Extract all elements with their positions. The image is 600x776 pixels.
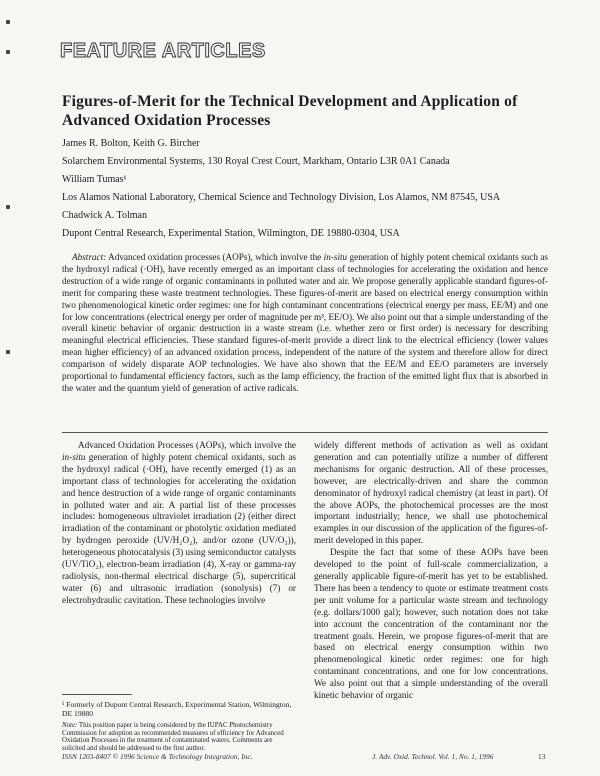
note-text: This position paper is being considered by the IUPAC Photochemistry Commission for adoption as recommended measures of efficiency for Advanced Oxidation Processes in the treatment of contaminated waters. Comments are solicited and should be addressed to the first author. <box>62 722 284 752</box>
binding-hole-mark <box>6 50 10 54</box>
body-paragraph: widely different methods of activation as well as oxidant generation and can potentially utilize a number of different mechanisms for organic destruction. All of these processes, however, are electrically-driven and share the common denominator of hydroxyl radical chemistry (at least in part). Of the above AOPs, the photochemical processes are the most important industrially; hence, we shall use photochemical examples in our discussion of the application of the figures-of-merit developed in this paper. <box>314 440 548 546</box>
body-text-italic: in-situ <box>62 451 86 462</box>
right-column <box>314 440 548 702</box>
abstract-text-pre: Advanced oxidation processes (AOPs), which involve the <box>106 252 324 262</box>
abstract-label: Abstract: <box>72 252 107 262</box>
binding-hole-mark <box>6 350 10 354</box>
footer-left: ISSN 1203-8407 © 1996 Science & Technology Integration, Inc. <box>62 752 253 761</box>
body-paragraph <box>62 440 296 607</box>
abstract-divider <box>62 432 548 433</box>
author-names-1: James R. Bolton, Keith G. Bircher <box>62 138 200 149</box>
author-affiliation-1: Solarchem Environmental Systems, 130 Royal Crest Court, Markham, Ontario L3R 0A1 Canada <box>62 156 450 167</box>
author-names-2: William Tumas¹ <box>62 174 127 185</box>
abstract-text-post: generation of highly potent chemical oxidants such as the hydroxyl radical (·OH), have recently emerged as an important class of technologies for accelerating the oxidation and hence destruction of a wide range of organic contaminants in polluted water and air. We propose generally applicable standard figures-of-merit for comparing these waste treatment technologies. These figures-of-merit are based on electrical energy consumption within two phenomenological kinetic order regimes: one for high contaminant concentrations (electrical energy per mass, EE/M) and one for low concentrations (electrical energy per order of magnitude per m³, EE/O). We also point out that a simple understanding of the overall kinetic behavior of organic destruction in a waste stream (i.e. whether zero or first order) is necessary for describing meaningful electrical efficiencies. These standard figures-of-merit provide a direct link to the electrical efficiency (lower values mean higher efficiency) of an advanced oxidation process, independent of the nature of the system and therefore allow for direct comparison of widely disparate AOP technologies. We have also shown that the EE/M and EE/O parameters are inversely proportional to fundamental efficiency factors, such as the lamp efficiency, the fraction of the emitted light flux that is absorbed in the water and the quantum yield of generation of active radicals. <box>62 252 548 393</box>
author-affiliation-2: Los Alamos National Laboratory, Chemical Science and Technology Division, Los Alamos, NM 87545, USA <box>62 192 501 203</box>
abstract <box>62 252 548 395</box>
left-column <box>62 440 296 607</box>
note-label: Note: <box>62 722 78 729</box>
body-text: generation of highly potent chemical oxidants, such as the hydroxyl radical (·OH), have recently emerged (1) as an important class of technologies for accelerating the oxidation and hence destruction of a wide range of organic contaminants in polluted water and air. A partial list of these processes includes: homogeneous ultraviolet irradiation (2) (either direct irradiation of the contaminant or photolytic oxidation mediated by hydrogen peroxide (UV/H₂O₂), and/or ozone (UV/O₃)), heterogeneous photocatalysis (3) using semiconductor catalysts (UV/TiO₂), electron-beam irradiation (4), X-ray or gamma-ray radiolysis, non-thermal electrical discharge (5), supercritical water (6) and ultrasonic irradiation (sonolysis) (7) or electrohydraulic cavitation. These technologies involve <box>62 451 296 605</box>
body-paragraph: Despite the fact that some of these AOPs have been developed to the point of full-scale commercialization, a generally applicable figure-of-merit has yet to be established. There has been a tendency to quote or estimate treatment costs per unit volume for a particular waste stream and technology (e.g. dollars/1000 gal); however, such notation does not take into account the concentration of the contaminant nor the treatment goals. Herein, we propose figures-of-merit that are based on electrical energy consumption within two phenomenological kinetic order regimes: one for high contaminant concentrations, and one for low concentrations. We also point out that a simple understanding of the overall kinetic behavior of organic <box>314 547 548 701</box>
footnote-1: ¹ Formerly of Dupont Central Research, Experimental Station, Wilmington, DE 19880 <box>62 700 292 719</box>
article-title: Figures-of-Merit for the Technical Development and Application of Advanced Oxidation Processes <box>62 93 518 129</box>
abstract-text-italic: in-situ <box>323 252 348 262</box>
section-header: FEATURE ARTICLES <box>60 40 266 62</box>
binding-hole-mark <box>6 205 10 209</box>
footnote-divider <box>62 694 132 695</box>
author-affiliation-3: Dupont Central Research, Experimental Station, Wilmington, DE 19880-0304, USA <box>62 228 400 239</box>
footnote-note <box>62 722 296 752</box>
footer-journal: J. Adv. Oxid. Technol. Vol. 1, No. 1, 1996 <box>372 752 494 761</box>
page-number: 13 <box>538 752 546 761</box>
author-names-3: Chadwick A. Tolman <box>62 210 147 221</box>
body-text: Advanced Oxidation Processes (AOPs), which involve the <box>78 440 296 450</box>
binding-hole-mark <box>6 20 10 24</box>
